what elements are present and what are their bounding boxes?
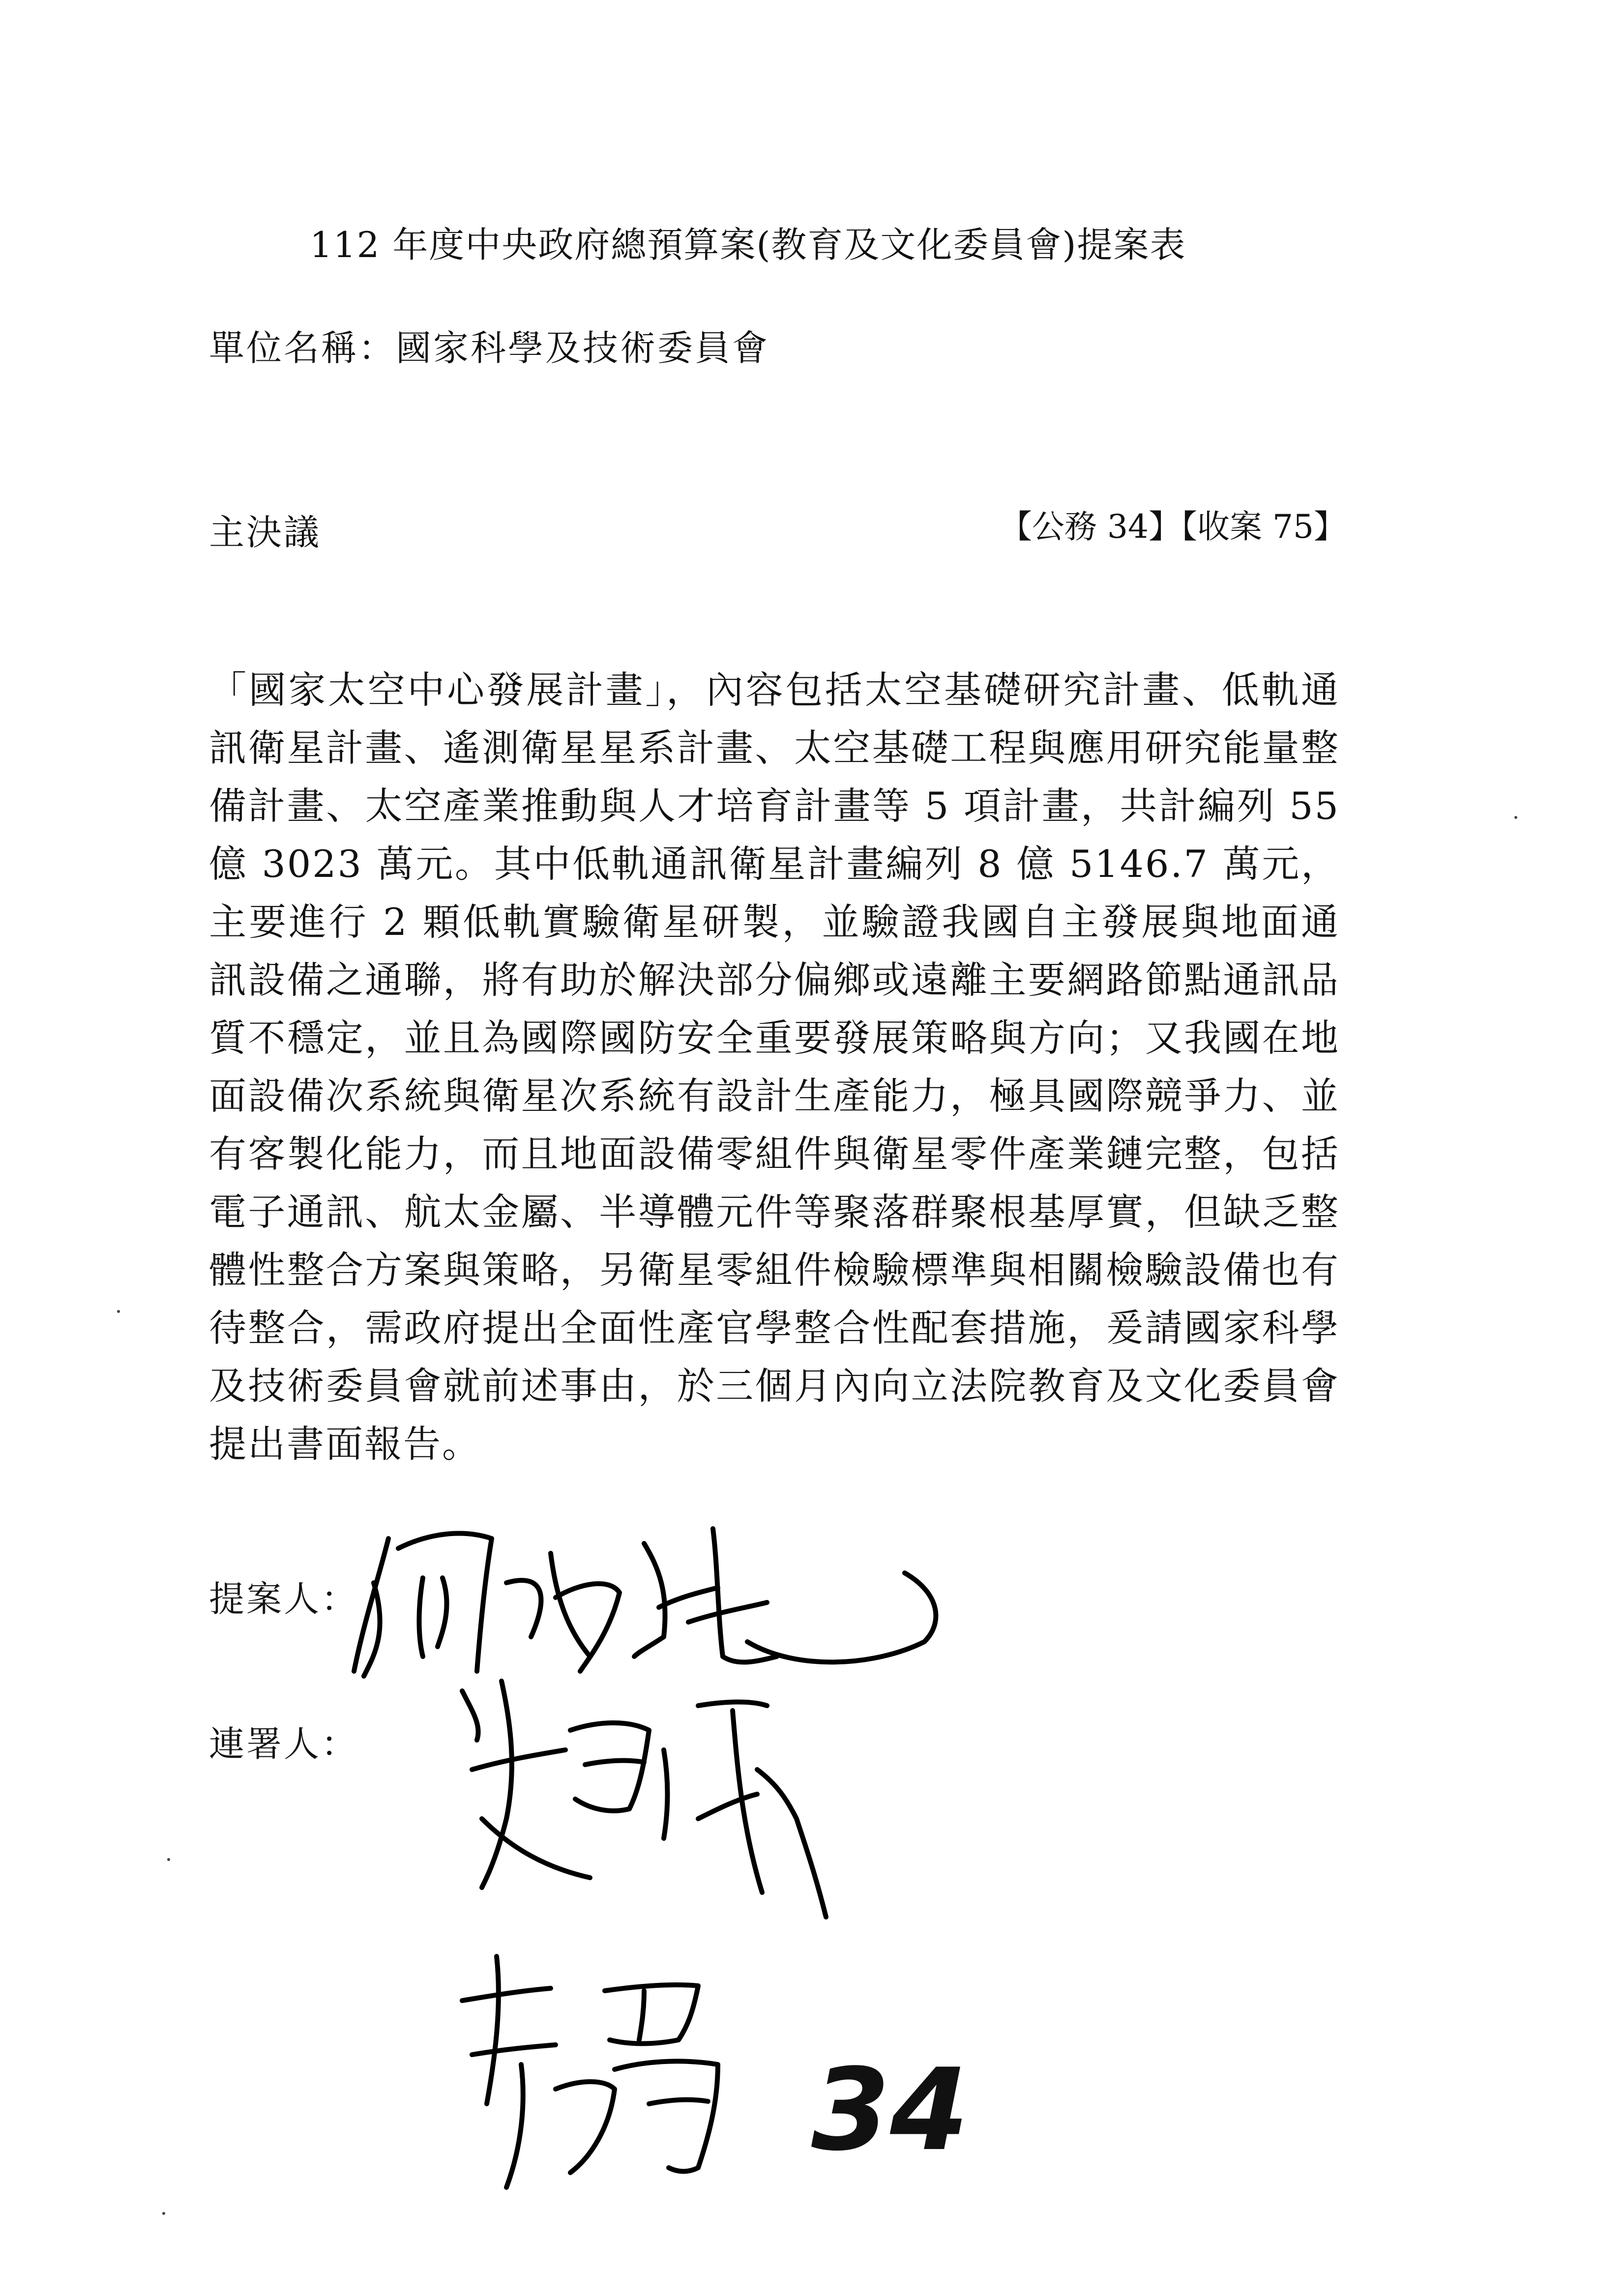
scan-speck bbox=[117, 1310, 120, 1313]
unit-name: 單位名稱：國家科學及技術委員會 bbox=[209, 327, 770, 369]
handwritten-page-number: 34 bbox=[811, 2045, 969, 2176]
scan-speck bbox=[1514, 816, 1517, 819]
document-title: 112 年度中央政府總預算案(教育及文化委員會)提案表 bbox=[310, 224, 1186, 265]
cosigner-label: 連署人： bbox=[209, 1723, 359, 1765]
scan-speck bbox=[167, 1858, 170, 1861]
proposer-label: 提案人： bbox=[209, 1578, 359, 1620]
proposal-body: 「國家太空中心發展計畫」，內容包括太空基礎研究計畫、低軌通訊衛星計畫、遙測衛星星系計畫、太空基礎工程與應用研究能量整備計畫、太空產業推動與人才培育計畫等 5 項計畫，共計編列 55 億 3023 萬元。其中低軌通訊衛星計畫編列 8 億 5146.7 萬元，主要進行 2 顆低軌實驗衛星研製，並驗證我國自主發展與地面通訊設備之通聯，將有助於解決部分偏鄉或遠離主要網路節點通訊品質不穩定，並且為國際國防安全重要發展策略與方向；又我國在地面設備次系統與衛星次系統有設計生產能力，極具國際競爭力、並有客製化能力，而且地面設備零組件與衛星零件產業鏈完整，包括電子通訊、航太金屬、半導體元件等聚落群聚根基厚實，但缺乏整體性整合方案與策略，另衛星零組件檢驗標準與相關檢驗設備也有待整合，需政府提出全面性產官學整合性配套措施，爰請國家科學及技術委員會就前述事由，於三個月內向立法院教育及文化委員會提出書面報告。 bbox=[209, 668, 1340, 1466]
scan-speck bbox=[162, 2212, 165, 2215]
cosigner-signature-1 bbox=[443, 1671, 860, 1966]
resolution-label: 主決議 bbox=[209, 512, 322, 553]
cosigner-signature-2 bbox=[443, 1942, 787, 2217]
reference-tag: 【公務 34】【收案 75】 bbox=[1000, 508, 1346, 546]
